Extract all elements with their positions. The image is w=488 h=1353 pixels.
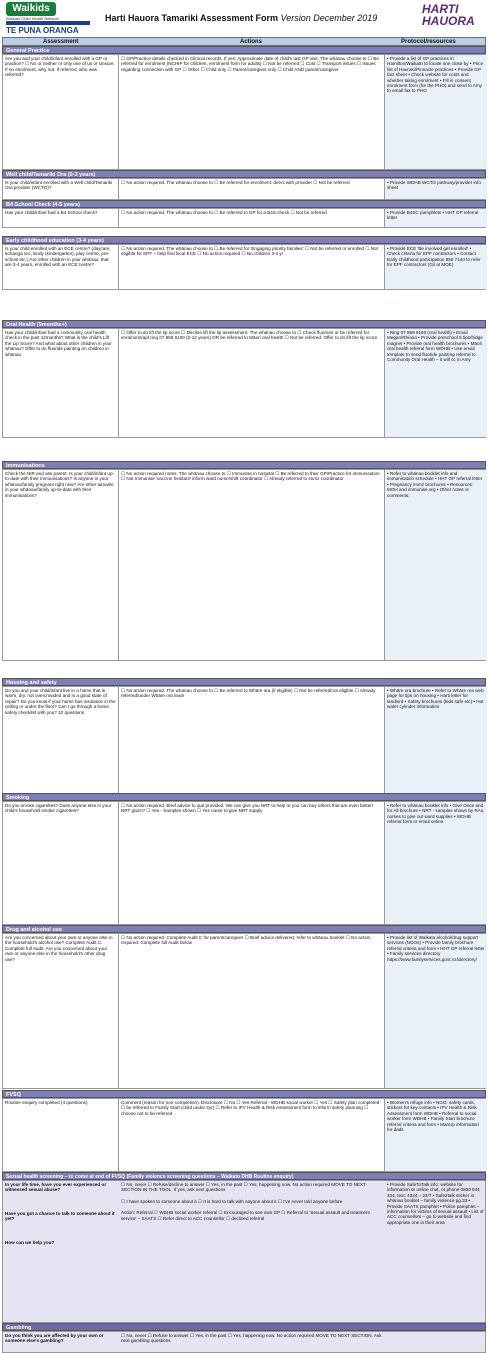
column-header-protocol: Protocol/resources: [401, 39, 456, 45]
section-well-child: Well child/Tamariki Ora (0-3 years): [2, 170, 486, 178]
section-oral-health: Oral Health (9months+): [2, 320, 486, 328]
protocol-cell: • Women's refuge info • NGO: safety cards, stickers for key contacts • IPV Health & Risk Assessment form WDHB • Referral to social worker form WDHB • Family Start brochure referral criteria and form • ManUp information for dads: [385, 1099, 487, 1171]
protocol-cell: • Provide WDHB WCTO pathway/provider info sheet: [385, 179, 487, 199]
harti-logo-line1: HARTI: [422, 2, 459, 16]
sexual-health-q2: Have you got a chance to talk to someone about it yet?: [5, 1210, 115, 1222]
protocol-cell: • Whāre ora brochure • Refer to Whāre ora web page for tips on housing • Harti letter for landlord • Safety brochures (kids safe etc) • Hot water cylinder information: [385, 687, 487, 797]
actions-cell: ☐ GP/Practice details checked in Clinical records. If yes: Approximate date of child's last GP visit. The whānau choose to ☐ Be referred for enrolment (NCHIP for children, enrolment form for adults) ☐ Not be referred ☐ Cost ☐ Transport issues ☐ Issues regarding connection with GP ☐ Other ☐ Child only ☐ Parent/caregiver only ☐ Child AND parent/caregiver: [119, 55, 385, 169]
assessment-cell: Are you and your child/infant enrolled with a GP or practice? ☐ No or neither or only one of us or Unsure. If no enrolment, why not: If referred, who was referred?: [3, 55, 119, 169]
sexual-health-a3: Action: Referral ☐ WDHB social worker referral ☐ Encouraged to see own GP ☐ Referral to 'Sexual assault and treatment service' – SAATS ☐ Refer direct to ACC counsellor ☐ declined referral: [121, 1210, 370, 1221]
actions-cell: ☐ No action required. The whānau choose to ☐ Be referred for 'Engaging priority families' ☐ Not be referred or enrolled ☐ Not eligible for EPF – help find local ECE ☐ No action required ☐ No children 3-4 yr: [119, 245, 385, 289]
actions-cell: ☐ No action required. The whānau choose to ☐ Be referred to GP for a B4S check ☐ Not be referred: [119, 209, 385, 227]
assessment-cell: Has your child/infant had a community oral health check in the past 12months? What is the child's Lift the Lip Score? And what about other children in your whānau? Offer to do fluoride painting on children in whānau: [3, 329, 119, 437]
sexual-health-q3: How can we help you?: [5, 1239, 55, 1245]
form-header: [0, 0, 488, 36]
row-smoking: [2, 801, 486, 925]
sexual-health-actions: [119, 1181, 385, 1322]
section-smoking: Smoking: [2, 793, 486, 801]
row-oral-health: [2, 328, 486, 438]
row-drug-alcohol: [2, 933, 486, 1089]
protocol-cell: • Provide a list of GP practices in Hamilton/Waikato to locate one close by • Price list of Hauraki/Pinnacle practices • Provide GP fact sheet • Check website for costs and whether taking enrolment • Fill in consent enrolment form (for the PHO) and send to Amy to email fax to PHO: [385, 55, 487, 169]
actions-cell: ☐ No action required. Brief advice to quit provided. We can give you NRT to help or you can buy others that are even better! NRT given? ☐ Yes - Samples shown ☐ Yes nurse to give NRT supply: [119, 802, 385, 924]
page-title: [105, 13, 377, 23]
section-fvsq: FVSQ: [2, 1090, 486, 1098]
protocol-cell: • Ring 07 859 9160 (oral health) • Email Megan/Rhiana • Provide preschool 5 tips/fridge magnet • Provide oral health brochures • Māori oral health referral form WDHB • Use email template to send fluoride painting referral to Community Oral Health – it will cc in Amy: [385, 329, 487, 437]
column-header-assessment: Assessment: [43, 39, 79, 45]
row-gambling: [2, 1331, 486, 1353]
row-housing: [2, 686, 486, 798]
row-general-practice: [2, 54, 486, 170]
protocol-cell: • Refer to whānau booklet info and immunisation schedule • HHT GP referral letter • Pregnancy immz brochures • Resources: MOH and immunise.org • Other notes or comments:: [385, 470, 487, 660]
sexual-health-protocol: • Provide SafeToTalk info: website for information or online chat, or phone 0800 044 334, text: 4334 – 24/7 • Safe2talk sticker in whānau booklet – family violence pg.33 • Provide SAATS pamphlet • Police pamphlet – information for victims of sexual assault • List of ACC counsellors – go to website and find appropriate one in their area: [387, 1182, 484, 1225]
waikids-logo-badge: Waikids: [6, 2, 56, 16]
actions-cell: ☐ No action required. Complete Audit C for parent/caregiver ☐ Brief advice delivered, refer to whānau booklet ☐ No action required. Complete full Audit below: [119, 934, 385, 1088]
protocol-cell: • Refer to whānau booklet info • Give Once and for All brochure • NRT - samples shown by RAs, nurses to give out ward supplies • WDHB referral form or email online: [385, 802, 487, 924]
section-general-practice: General Practice: [2, 46, 486, 54]
section-immunisations: Immunisations: [2, 461, 486, 469]
actions-cell: ☐ Offer to do lift the lip score ☐ Decline lift the lip assessment. The whānau choose to ☐ Check fluorium or be referred for enrolment/apt ring 07 859 9160 (0-12 years) OR be referred to Māori oral health ☐ Not be referred. Offer to do lift the lip score: [119, 329, 385, 437]
actions-cell: ☐ No action required. The whānau choose to ☐ Be referred for enrolment: direct with provider ☐ Not be referred: [119, 179, 385, 199]
harti-hauora-logo: [422, 3, 484, 35]
protocol-cell: • Provide list of Waikato alcohol/drug support services (NGOs) • Provide family brochure referral criteria and form • HHT GP referral letter • Family services directory https://www.familyservices.govt.nz/directory/: [385, 934, 487, 1088]
column-header-actions: Actions: [240, 39, 263, 45]
assessment-cell: Is your child/infant enrolled with a Well child/Tamariki Ora provider (WCTO)?: [3, 179, 119, 199]
row-b4-school: [2, 208, 486, 228]
section-b4-school: B4 School Check (4-5 years): [2, 200, 486, 208]
assessment-cell: Do you smoke cigarettes? Does anyone else in your child's household smoke cigarettes?: [3, 802, 119, 924]
gambling-answers: ☐ No, never ☐ Refuse to answer ☐ Yes, in the past ☐ Yes, happening now. No action required MOVE TO NEXT SECTION. Ask next gambling questions: [121, 1333, 382, 1344]
sexual-health-q1: In your life time, have you ever experienced or witnessed sexual abuse?: [5, 1182, 107, 1193]
actions-cell: ☐ No action required. The whānau choose to ☐ Be referred to Whāre ora (if eligible) ☐ Not be referred/not eligible ☐ Already referred/under Whāre ora team: [119, 687, 385, 797]
assessment-cell: Is your child enrolled with an ECE centre? (daycare, kohanga reo, kindy (kindergarten), play centre, pre-school etc.) Are other children in your whānau, that are 3-4 years, enrolled with an ECE centre?: [3, 245, 119, 289]
sexual-health-a2: ☐ I have spoken to someone about it ☐ It is hard to talk with anyone about it ☐ I've never told anyone before: [121, 1198, 343, 1204]
row-well-child: [2, 178, 486, 200]
waikids-logo-subtitle: Waikato Child Health Network: [6, 16, 59, 21]
row-immunisations: [2, 469, 486, 661]
actions-cell: ☐ No action required notes. The whānau choose to ☐ Immunise in hospital ☐ Be referred to their GP/Practice for immunisation ☐ Not Immunise 'vaccine hesitant' inform ward nurse/shift coordinator ☐ Already referred to immz coordinator: [119, 470, 385, 660]
sexual-health-questions: [3, 1181, 119, 1322]
row-sexual-health: [2, 1180, 486, 1323]
title-version: Version December 2019: [280, 13, 378, 23]
section-sexual-health: Sexual health screening – to come at end of FVSQ (Family violence screening questions – Waikato DHB Routine enquiry): [2, 1172, 486, 1180]
protocol-cell: • Provide ECE 'Be involved get enrolled' • Check criteria for EPF contractors • Contact Early childhood participation 856 7140 to refer for EPF contractors (Gil at MOE): [385, 245, 487, 289]
assessment-cell: Routine enquiry completed (4 questions): [3, 1099, 119, 1171]
row-fvsq: [2, 1098, 486, 1172]
protocol-cell: • Provide B4SC pamphlets • HHT GP referral letter: [385, 209, 487, 227]
waikato-dhb-bar: [6, 21, 90, 25]
section-early-childhood: Early childhood education (3-4 years): [2, 236, 486, 244]
actions-cell: Comment (reason for non-completion). Disclosure ☐ No ☐ Yes Referral - WDHB social worker ☐ Yes ☐ Safety plan completed ☐ be referred to Family Start (child under 2yr) ☐ Refer to IPV Health & Risk Assessment form to inform safety planning ☐ choose not to be referred: [119, 1099, 385, 1171]
harti-logo-line2: HAUORA: [422, 14, 475, 28]
assessment-cell: Check the NIR and ask parent: Is your child/infant up-to-date with their immunisations? Is anyone in your whānau/family pregnant right now? Are other tamariki in your whānau/family up-to-date with their immunisations?: [3, 470, 119, 660]
gambling-question: Do you think you are affected by your own or someone else's gambling?: [5, 1333, 104, 1344]
waikids-logo: [6, 2, 90, 36]
column-header-row: [2, 37, 486, 46]
assessment-cell: Are you concerned about your own or anyone else in the household's alcohol use? Complete Audit C. Complete full Audit. Are you concerned about your own or anyone else in the household's other drug use?: [3, 934, 119, 1088]
section-drug-alcohol: Drug and alcohol use: [2, 925, 486, 933]
assessment-cell: Has your child/infant had a B4 School check?: [3, 209, 119, 227]
assessment-cell: Do you and your child/infant live in a home that is warm, dry, not overcrowded and in a good state of repair? Do you know if your home has insulation in the ceiling or under the floor? Can I go through a home safety checklist with you? 10 questions: [3, 687, 119, 797]
section-housing: Housing and safety: [2, 678, 486, 686]
row-early-childhood: [2, 244, 486, 290]
te-puna-oranga-label: TE PUNA ORANGA: [6, 26, 79, 35]
section-gambling: Gambling: [2, 1323, 486, 1331]
sexual-health-a1: ☐ No, never ☐ Refuse/decline to answer ☐ Yes, in the past ☐ Yes, happening now. No action required MOVE TO NEXT SECTION IN THE TOOL. If yes, ask next questions: [121, 1182, 366, 1193]
title-text: Harti Hauora Tamariki Assessment Form: [105, 13, 279, 23]
